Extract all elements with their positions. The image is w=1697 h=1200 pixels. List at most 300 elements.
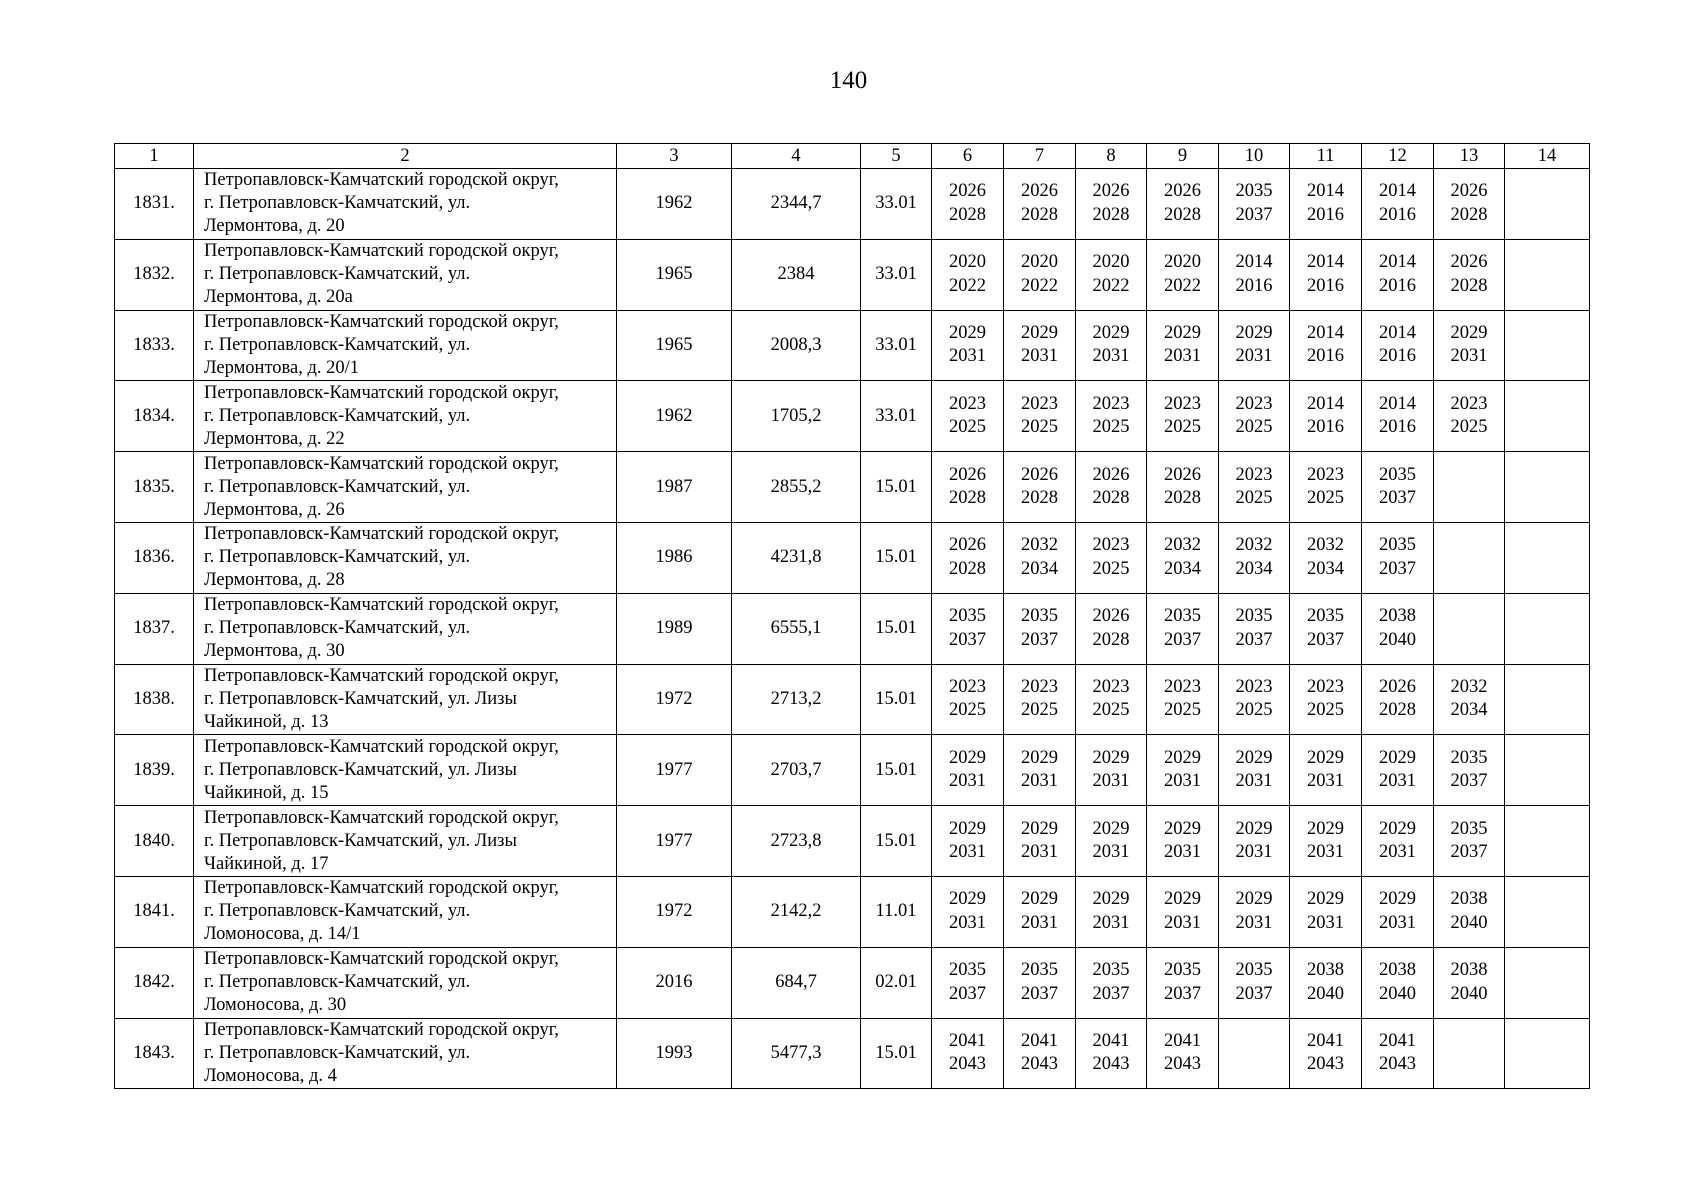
period-end-year: 2025	[1021, 700, 1058, 721]
period-start-year: 2035	[1164, 606, 1201, 627]
table-row	[115, 1018, 1590, 1089]
period-cell-col-8	[1076, 239, 1147, 310]
address-line: Лермонтова, д. 20	[204, 216, 345, 237]
period-cell-col-8	[1076, 452, 1147, 523]
period-start-year: 2026	[949, 464, 986, 485]
period-start-year: 2029	[1021, 818, 1058, 839]
period-start-year: 2032	[1164, 535, 1201, 556]
period-cell-col-9	[1147, 169, 1219, 240]
period-cell-col-9	[1147, 593, 1219, 664]
period-cell-col-12	[1362, 735, 1434, 806]
area-cell: 5477,3	[732, 1018, 861, 1089]
column-header-2: 2	[194, 144, 617, 169]
period-cell-col-9	[1147, 381, 1219, 452]
row-number-cell: 1843.	[115, 1018, 194, 1089]
row-number-cell: 1836.	[115, 522, 194, 593]
period-cell-col-13	[1434, 522, 1505, 593]
code-cell: 33.01	[861, 169, 932, 240]
period-end-year: 2028	[1164, 204, 1201, 225]
period-end-year: 2028	[949, 558, 986, 579]
period-cell-col-7	[1004, 806, 1076, 877]
period-end-year: 2031	[1235, 346, 1273, 367]
period-cell-col-13	[1434, 381, 1505, 452]
address-line: Ломоносова, д. 30	[204, 995, 347, 1016]
period-cell-col-13	[1434, 310, 1505, 381]
period-end-year: 2043	[1164, 1054, 1201, 1075]
period-cell-col-8	[1076, 876, 1147, 947]
period-cell-col-8	[1076, 593, 1147, 664]
period-start-year: 2026	[1164, 464, 1201, 485]
address-cell	[194, 239, 617, 310]
period-start-year: 2029	[1379, 818, 1416, 839]
period-end-year: 2037	[1379, 488, 1416, 509]
page-number: 140	[829, 67, 868, 94]
row-number-cell: 1842.	[115, 947, 194, 1018]
period-end-year: 2031	[1379, 842, 1416, 863]
period-cell-col-14	[1505, 452, 1590, 523]
period-cell-col-10	[1219, 310, 1290, 381]
period-end-year: 2028	[1021, 204, 1058, 225]
table-header	[115, 144, 1590, 169]
row-number-cell: 1831.	[115, 169, 194, 240]
period-cell-col-13	[1434, 806, 1505, 877]
address-line: Петропавловск-Камчатский городской округ,	[204, 949, 559, 970]
period-cell-col-9	[1147, 239, 1219, 310]
period-start-year: 2029	[1021, 322, 1058, 343]
period-cell-col-12	[1362, 664, 1434, 735]
period-start-year: 2041	[1092, 1030, 1130, 1051]
table-row	[115, 876, 1590, 947]
period-end-year: 2031	[1092, 912, 1130, 933]
period-cell-col-12	[1362, 522, 1434, 593]
address-line: г. Петропавловск-Камчатский, ул.	[204, 618, 471, 639]
period-end-year: 2031	[1164, 771, 1201, 792]
period-end-year: 2040	[1379, 983, 1416, 1004]
period-end-year: 2028	[1092, 629, 1130, 650]
period-cell-col-7	[1004, 452, 1076, 523]
period-cell-col-14	[1505, 522, 1590, 593]
period-cell-col-13	[1434, 876, 1505, 947]
period-end-year: 2043	[1379, 1054, 1416, 1075]
period-end-year: 2016	[1379, 346, 1416, 367]
address-line: г. Петропавловск-Камчатский, ул.	[204, 901, 471, 922]
period-end-year: 2043	[949, 1054, 986, 1075]
year-cell: 1965	[617, 310, 732, 381]
year-cell: 1993	[617, 1018, 732, 1089]
period-cell-col-8	[1076, 310, 1147, 381]
period-start-year: 2029	[949, 322, 986, 343]
period-cell-col-10	[1219, 522, 1290, 593]
row-number-cell: 1838.	[115, 664, 194, 735]
period-end-year: 2028	[1164, 488, 1201, 509]
period-end-year: 2025	[1164, 417, 1201, 438]
address-line: г. Петропавловск-Камчатский, ул.	[204, 264, 471, 285]
column-header-1: 1	[115, 144, 194, 169]
year-cell: 1972	[617, 664, 732, 735]
period-end-year: 2028	[1379, 700, 1416, 721]
period-start-year: 2041	[1379, 1030, 1416, 1051]
period-end-year: 2025	[949, 417, 986, 438]
address-line: Ломоносова, д. 4	[204, 1065, 337, 1086]
period-end-year: 2031	[1379, 771, 1416, 792]
period-start-year: 2014	[1379, 322, 1416, 343]
address-line: Петропавловск-Камчатский городской округ,	[204, 241, 559, 262]
period-end-year: 2025	[1235, 488, 1273, 509]
period-cell-col-14	[1505, 806, 1590, 877]
period-cell-col-9	[1147, 452, 1219, 523]
period-end-year: 2034	[1307, 558, 1344, 579]
period-start-year: 2029	[1235, 889, 1273, 910]
period-cell-col-6	[932, 1018, 1004, 1089]
period-end-year: 2028	[1092, 488, 1130, 509]
period-cell-col-14	[1505, 239, 1590, 310]
period-cell-col-10	[1219, 876, 1290, 947]
address-line: Петропавловск-Камчатский городской округ,	[204, 524, 559, 545]
period-cell-col-7	[1004, 310, 1076, 381]
code-cell: 15.01	[861, 593, 932, 664]
year-cell: 1965	[617, 239, 732, 310]
period-cell-col-12	[1362, 1018, 1434, 1089]
period-start-year: 2038	[1379, 606, 1416, 627]
period-start-year: 2014	[1235, 252, 1273, 273]
period-cell-col-12	[1362, 876, 1434, 947]
address-cell	[194, 310, 617, 381]
column-header-11: 11	[1290, 144, 1362, 169]
period-end-year: 2031	[1092, 346, 1130, 367]
period-cell-col-13	[1434, 1018, 1505, 1089]
period-end-year: 2031	[1164, 346, 1201, 367]
period-start-year: 2023	[1021, 676, 1058, 697]
period-cell-col-6	[932, 452, 1004, 523]
registry-table	[114, 143, 1590, 1089]
period-end-year: 2040	[1307, 983, 1344, 1004]
period-start-year: 2029	[1235, 747, 1273, 768]
period-end-year: 2031	[1235, 842, 1273, 863]
period-start-year: 2014	[1307, 252, 1344, 273]
period-start-year: 2035	[1092, 960, 1130, 981]
period-start-year: 2023	[1450, 393, 1488, 414]
period-start-year: 2014	[1307, 181, 1344, 202]
period-cell-col-10	[1219, 947, 1290, 1018]
period-end-year: 2025	[1307, 488, 1344, 509]
code-cell: 33.01	[861, 239, 932, 310]
address-line: г. Петропавловск-Камчатский, ул.	[204, 193, 471, 214]
period-start-year: 2023	[1164, 676, 1201, 697]
address-line: г. Петропавловск-Камчатский, ул.	[204, 547, 471, 568]
address-line: г. Петропавловск-Камчатский, ул. Лизы	[204, 759, 517, 780]
period-end-year: 2037	[1307, 629, 1344, 650]
period-cell-col-10	[1219, 806, 1290, 877]
address-cell	[194, 522, 617, 593]
period-start-year: 2035	[1379, 464, 1416, 485]
period-start-year: 2035	[1307, 606, 1344, 627]
period-end-year: 2031	[1379, 912, 1416, 933]
period-cell-col-14	[1505, 381, 1590, 452]
period-cell-col-7	[1004, 239, 1076, 310]
address-line: Ломоносова, д. 14/1	[204, 924, 361, 945]
period-end-year: 2034	[1450, 700, 1488, 721]
year-cell: 1977	[617, 735, 732, 806]
period-start-year: 2035	[1450, 818, 1488, 839]
area-cell: 2855,2	[732, 452, 861, 523]
area-cell: 4231,8	[732, 522, 861, 593]
period-start-year: 2020	[949, 252, 986, 273]
period-start-year: 2032	[1235, 535, 1273, 556]
period-end-year: 2043	[1021, 1054, 1058, 1075]
period-cell-col-10	[1219, 169, 1290, 240]
period-end-year: 2028	[949, 488, 986, 509]
table-body	[115, 169, 1590, 1089]
address-cell	[194, 947, 617, 1018]
period-start-year: 2041	[1307, 1030, 1344, 1051]
period-start-year: 2029	[1235, 322, 1273, 343]
code-cell: 15.01	[861, 664, 932, 735]
period-start-year: 2026	[1021, 181, 1058, 202]
row-number-cell: 1835.	[115, 452, 194, 523]
period-cell-col-6	[932, 522, 1004, 593]
period-cell-col-6	[932, 593, 1004, 664]
period-start-year: 2014	[1379, 252, 1416, 273]
column-header-7: 7	[1004, 144, 1076, 169]
period-end-year: 2031	[1164, 912, 1201, 933]
column-header-3: 3	[617, 144, 732, 169]
period-cell-col-9	[1147, 806, 1219, 877]
period-cell-col-8	[1076, 735, 1147, 806]
period-start-year: 2023	[949, 393, 986, 414]
period-start-year: 2026	[1379, 676, 1416, 697]
period-cell-col-6	[932, 381, 1004, 452]
area-cell: 2713,2	[732, 664, 861, 735]
period-start-year: 2038	[1450, 960, 1488, 981]
period-cell-col-11	[1290, 310, 1362, 381]
period-start-year: 2029	[1307, 889, 1344, 910]
row-number-cell: 1832.	[115, 239, 194, 310]
year-cell: 1962	[617, 381, 732, 452]
period-end-year: 2031	[1092, 842, 1130, 863]
address-line: Лермонтова, д. 28	[204, 570, 345, 591]
period-cell-col-14	[1505, 664, 1590, 735]
period-cell-col-12	[1362, 806, 1434, 877]
period-start-year: 2032	[1450, 676, 1488, 697]
period-start-year: 2020	[1164, 252, 1201, 273]
column-header-8: 8	[1076, 144, 1147, 169]
row-number-cell: 1840.	[115, 806, 194, 877]
period-start-year: 2035	[1450, 747, 1488, 768]
area-cell: 2703,7	[732, 735, 861, 806]
period-start-year: 2035	[1021, 960, 1058, 981]
period-cell-col-11	[1290, 806, 1362, 877]
table-row	[115, 664, 1590, 735]
period-start-year: 2014	[1379, 393, 1416, 414]
address-cell	[194, 806, 617, 877]
period-start-year: 2026	[1092, 181, 1130, 202]
area-cell: 2344,7	[732, 169, 861, 240]
period-end-year: 2031	[949, 346, 986, 367]
period-cell-col-9	[1147, 876, 1219, 947]
column-header-13: 13	[1434, 144, 1505, 169]
period-end-year: 2037	[1021, 983, 1058, 1004]
period-cell-col-11	[1290, 664, 1362, 735]
table-row	[115, 169, 1590, 240]
table-row	[115, 452, 1590, 523]
period-end-year: 2022	[949, 275, 986, 296]
address-line: Петропавловск-Камчатский городской округ,	[204, 878, 559, 899]
period-cell-col-11	[1290, 169, 1362, 240]
period-start-year: 2026	[1021, 464, 1058, 485]
period-start-year: 2023	[1307, 464, 1344, 485]
period-cell-col-7	[1004, 381, 1076, 452]
address-cell	[194, 169, 617, 240]
year-cell: 2016	[617, 947, 732, 1018]
period-end-year: 2031	[1307, 771, 1344, 792]
address-line: Чайкиной, д. 13	[204, 711, 329, 732]
period-cell-col-14	[1505, 1018, 1590, 1089]
period-cell-col-6	[932, 169, 1004, 240]
period-start-year: 2026	[1164, 181, 1201, 202]
period-end-year: 2031	[1021, 842, 1058, 863]
period-cell-col-11	[1290, 593, 1362, 664]
year-cell: 1987	[617, 452, 732, 523]
table-row	[115, 806, 1590, 877]
code-cell: 15.01	[861, 735, 932, 806]
period-start-year: 2023	[1092, 535, 1130, 556]
period-end-year: 2016	[1307, 346, 1344, 367]
period-start-year: 2029	[1021, 747, 1058, 768]
period-end-year: 2037	[1235, 629, 1273, 650]
period-start-year: 2029	[1307, 818, 1344, 839]
period-cell-col-10	[1219, 735, 1290, 806]
period-cell-col-8	[1076, 1018, 1147, 1089]
period-end-year: 2031	[1164, 842, 1201, 863]
period-start-year: 2041	[949, 1030, 986, 1051]
period-end-year: 2016	[1379, 275, 1416, 296]
period-end-year: 2031	[1307, 912, 1344, 933]
period-cell-col-14	[1505, 593, 1590, 664]
period-end-year: 2031	[1450, 346, 1488, 367]
period-end-year: 2028	[1450, 204, 1488, 225]
row-number-cell: 1841.	[115, 876, 194, 947]
period-cell-col-8	[1076, 664, 1147, 735]
period-cell-col-12	[1362, 593, 1434, 664]
area-cell: 2723,8	[732, 806, 861, 877]
period-cell-col-11	[1290, 239, 1362, 310]
address-line: Петропавловск-Камчатский городской округ,	[204, 665, 559, 686]
address-line: Петропавловск-Камчатский городской округ,	[204, 595, 559, 616]
period-cell-col-7	[1004, 1018, 1076, 1089]
period-start-year: 2029	[1021, 889, 1058, 910]
address-line: Лермонтова, д. 30	[204, 641, 345, 662]
period-end-year: 2037	[1092, 983, 1130, 1004]
address-line: Петропавловск-Камчатский городской округ,	[204, 311, 559, 332]
address-cell	[194, 381, 617, 452]
period-cell-col-11	[1290, 1018, 1362, 1089]
period-end-year: 2025	[1235, 417, 1273, 438]
address-cell	[194, 452, 617, 523]
column-header-4: 4	[732, 144, 861, 169]
period-end-year: 2016	[1307, 417, 1344, 438]
area-cell: 2142,2	[732, 876, 861, 947]
period-cell-col-11	[1290, 381, 1362, 452]
code-cell: 15.01	[861, 1018, 932, 1089]
code-cell: 11.01	[861, 876, 932, 947]
column-header-12: 12	[1362, 144, 1434, 169]
period-cell-col-8	[1076, 522, 1147, 593]
period-cell-col-12	[1362, 239, 1434, 310]
period-start-year: 2035	[949, 606, 986, 627]
column-header-5: 5	[861, 144, 932, 169]
period-start-year: 2026	[1092, 606, 1130, 627]
address-line: Лермонтова, д. 20а	[204, 287, 353, 308]
period-cell-col-10	[1219, 239, 1290, 310]
period-cell-col-14	[1505, 735, 1590, 806]
column-header-10: 10	[1219, 144, 1290, 169]
period-end-year: 2031	[949, 912, 986, 933]
period-cell-col-14	[1505, 876, 1590, 947]
period-end-year: 2037	[949, 983, 986, 1004]
period-cell-col-13	[1434, 452, 1505, 523]
period-end-year: 2040	[1450, 912, 1488, 933]
period-start-year: 2035	[949, 960, 986, 981]
period-end-year: 2025	[1092, 558, 1130, 579]
row-number-cell: 1834.	[115, 381, 194, 452]
period-cell-col-6	[932, 310, 1004, 381]
period-cell-col-6	[932, 735, 1004, 806]
address-line: Петропавловск-Камчатский городской округ,	[204, 736, 559, 757]
period-start-year: 2029	[1092, 747, 1130, 768]
period-start-year: 2023	[1235, 393, 1273, 414]
table-row	[115, 593, 1590, 664]
row-number-cell: 1833.	[115, 310, 194, 381]
area-cell: 684,7	[732, 947, 861, 1018]
address-line: Петропавловск-Камчатский городской округ,	[204, 382, 559, 403]
period-end-year: 2016	[1307, 204, 1344, 225]
period-start-year: 2035	[1235, 960, 1273, 981]
period-start-year: 2029	[1164, 889, 1201, 910]
period-cell-col-9	[1147, 1018, 1219, 1089]
period-start-year: 2029	[1092, 818, 1130, 839]
period-end-year: 2022	[1021, 275, 1058, 296]
period-end-year: 2031	[949, 842, 986, 863]
area-cell: 1705,2	[732, 381, 861, 452]
period-start-year: 2029	[1164, 747, 1201, 768]
period-cell-col-10	[1219, 593, 1290, 664]
period-cell-col-12	[1362, 169, 1434, 240]
period-end-year: 2034	[1021, 558, 1058, 579]
period-start-year: 2041	[1021, 1030, 1058, 1051]
period-cell-col-10	[1219, 1018, 1290, 1089]
table-row	[115, 522, 1590, 593]
period-end-year: 2034	[1164, 558, 1201, 579]
period-end-year: 2037	[1164, 629, 1201, 650]
period-start-year: 2020	[1092, 252, 1130, 273]
period-end-year: 2031	[1092, 771, 1130, 792]
address-line: Лермонтова, д. 22	[204, 428, 345, 449]
period-start-year: 2014	[1307, 393, 1344, 414]
period-end-year: 2031	[1235, 912, 1273, 933]
period-cell-col-13	[1434, 947, 1505, 1018]
code-cell: 33.01	[861, 310, 932, 381]
period-start-year: 2029	[949, 818, 986, 839]
period-cell-col-7	[1004, 876, 1076, 947]
address-line: Петропавловск-Камчатский городской округ,	[204, 807, 559, 828]
year-cell: 1977	[617, 806, 732, 877]
period-end-year: 2028	[1450, 275, 1488, 296]
code-cell: 33.01	[861, 381, 932, 452]
period-cell-col-10	[1219, 452, 1290, 523]
period-cell-col-7	[1004, 735, 1076, 806]
period-end-year: 2016	[1379, 204, 1416, 225]
period-cell-col-13	[1434, 169, 1505, 240]
